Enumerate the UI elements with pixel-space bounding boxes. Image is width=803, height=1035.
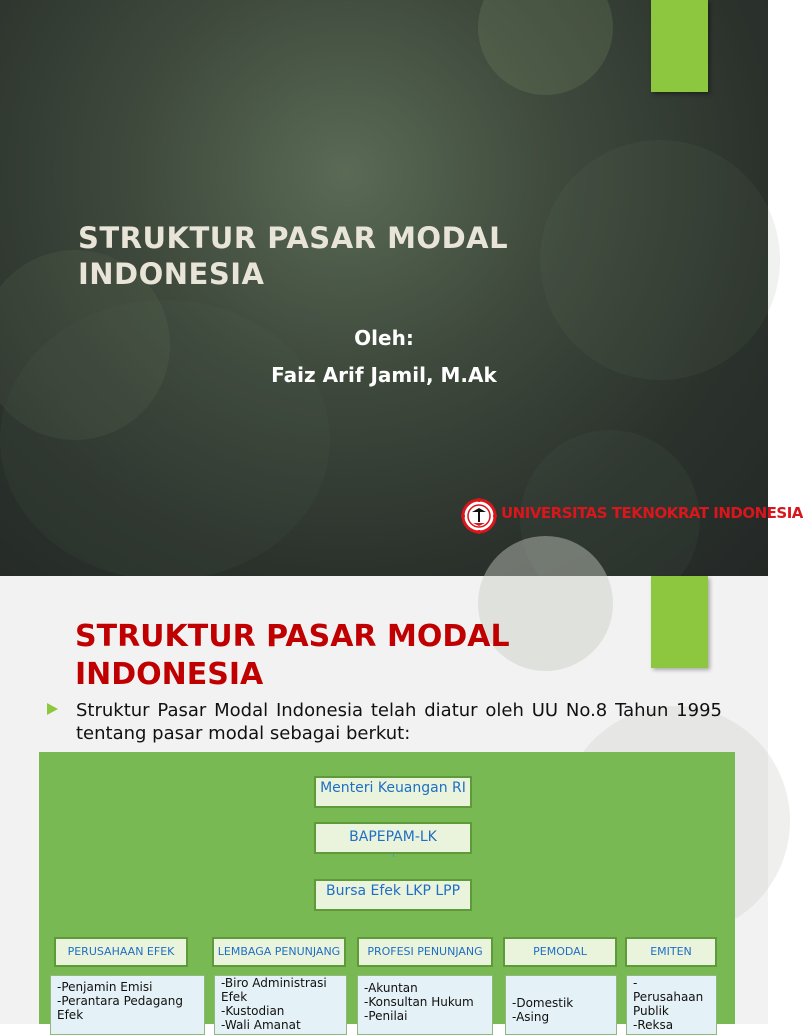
node-menteri-keuangan: Menteri Keuangan RI <box>314 776 472 808</box>
bullet-arrow-icon <box>47 703 58 715</box>
detail-perusahaan-efek <box>50 975 205 1035</box>
detail-item: -Perantara Pedagang Efek <box>57 994 183 1022</box>
detail-item: -Domestik <box>512 996 574 1010</box>
category-label: PEMODAL <box>533 945 587 958</box>
detail-item: -Akuntan <box>364 981 418 995</box>
category-label: PROFESI PENUNJANG <box>367 945 483 958</box>
structure-diagram <box>39 752 735 1032</box>
slide-title-line: STRUKTUR PASAR MODAL <box>78 221 509 255</box>
category-profesi-penunjang <box>357 937 493 967</box>
detail-profesi-penunjang <box>357 975 493 1035</box>
node-bapepam: BAPEPAM-LK <box>314 822 472 854</box>
university-logo <box>461 496 803 536</box>
slide-heading <box>75 618 635 694</box>
category-pemodal <box>503 937 617 967</box>
university-name: UNIVERSITAS TEKNOKRAT INDONESIA <box>501 504 803 522</box>
slide-heading-line: INDONESIA <box>75 657 264 692</box>
node-bursa-efek: Bursa Efek LKP LPP <box>314 879 472 911</box>
detail-item: -Konsultan Hukum <box>364 995 474 1009</box>
university-emblem-icon <box>461 496 497 536</box>
detail-item: - Perusahaan Publik <box>633 976 704 1018</box>
detail-item: -Wali Amanat <box>221 1018 301 1032</box>
detail-lembaga-penunjang <box>214 975 347 1035</box>
detail-item: -Reksa <box>633 1018 674 1032</box>
slide-heading-line: STRUKTUR PASAR MODAL <box>75 619 510 654</box>
intro-paragraph: Struktur Pasar Modal Indonesia telah diatur oleh UU No.8 Tahun 1995 tentang pasar modal sebagai berkut: <box>76 700 722 744</box>
accent-tab <box>651 0 708 92</box>
detail-item: -Kustodian <box>221 1004 285 1018</box>
content-slide <box>0 576 768 1032</box>
category-label: EMITEN <box>650 945 692 958</box>
slide-title <box>78 220 598 292</box>
slide-title-line: INDONESIA <box>78 257 265 291</box>
detail-item: -Asing <box>512 1010 550 1024</box>
category-emiten <box>625 937 717 967</box>
category-lembaga-penunjang <box>212 937 346 967</box>
detail-item: -Biro Administrasi Efek <box>221 976 327 1004</box>
author-name: Faiz Arif Jamil, M.Ak <box>271 363 497 387</box>
category-label: PERUSAHAAN EFEK <box>67 945 175 958</box>
category-perusahaan-efek <box>54 937 188 967</box>
accent-tab <box>651 576 708 668</box>
by-label: Oleh: <box>354 326 414 350</box>
detail-item: -Penjamin Emisi <box>57 980 153 994</box>
decor-bubble <box>478 0 613 95</box>
detail-emiten <box>626 975 717 1035</box>
detail-item: -Penilai <box>364 1009 408 1023</box>
category-label: LEMBAGA PENUNJANG <box>217 945 341 958</box>
detail-pemodal <box>505 975 617 1035</box>
